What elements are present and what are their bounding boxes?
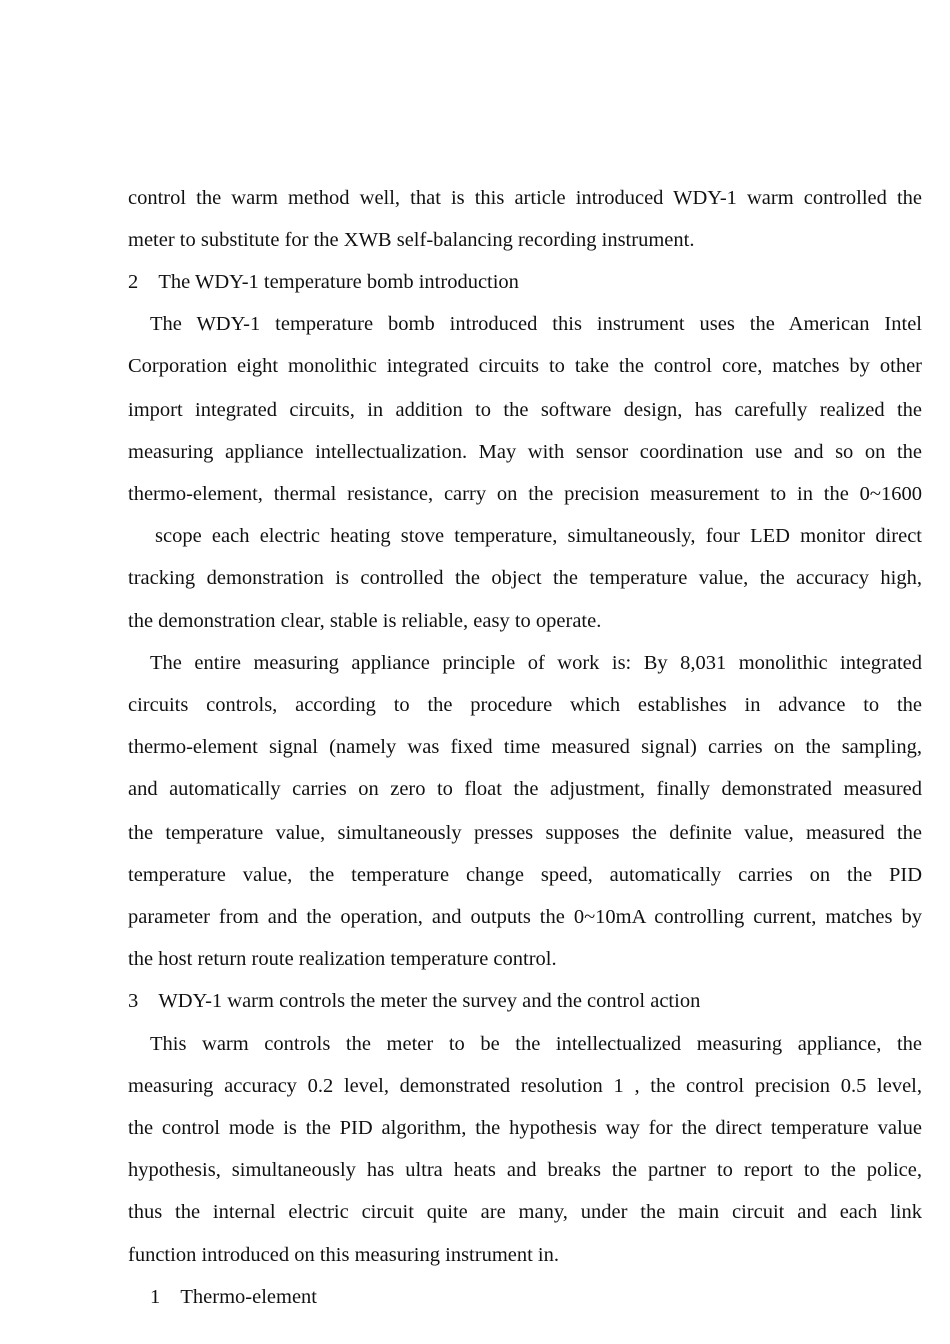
text-line: measuring accuracy 0.2 level, demonstrated resolution 1 , the control precision 0.5 level, [128, 1075, 922, 1097]
text-line: the control mode is the PID algorithm, the hypothesis way for the direct temperature value [128, 1117, 922, 1139]
text-line: meter to substitute for the XWB self-balancing recording instrument. [128, 229, 695, 251]
text-line: import integrated circuits, in addition to the software design, has carefully realized the [128, 399, 922, 421]
text-line: measuring appliance intellectualization. May with sensor coordination use and so on the [128, 441, 922, 463]
text-line: circuits controls, according to the procedure which establishes in advance to the [128, 694, 922, 716]
section-heading-3: 3 WDY-1 warm controls the meter the survey and the control action [128, 990, 701, 1012]
text-line: Corporation eight monolithic integrated circuits to take the control core, matches by other [128, 355, 922, 377]
text-line: and automatically carries on zero to float the adjustment, finally demonstrated measured [128, 778, 922, 800]
text-line: This warm controls the meter to be the intellectualized measuring appliance, the [150, 1033, 922, 1055]
section-heading-2: 2 The WDY-1 temperature bomb introduction [128, 271, 519, 293]
text-line: the temperature value, simultaneously presses supposes the definite value, measured the [128, 822, 922, 844]
text-line: temperature value, the temperature change speed, automatically carries on the PID [128, 864, 922, 886]
text-line: the demonstration clear, stable is reliable, easy to operate. [128, 610, 602, 632]
text-line: The WDY-1 temperature bomb introduced this instrument uses the American Intel [150, 313, 922, 335]
text-line: function introduced on this measuring instrument in. [128, 1244, 560, 1266]
subsection-heading-1: 1 Thermo-element [150, 1286, 317, 1308]
text-line: scope each electric heating stove temperature, simultaneously, four LED monitor direct [155, 525, 922, 547]
text-line: thermo-element signal (namely was fixed time measured signal) carries on the sampling, [128, 736, 922, 758]
text-line: parameter from and the operation, and outputs the 0~10mA controlling current, matches by [128, 906, 922, 928]
text-line: thus the internal electric circuit quite are many, under the main circuit and each link [128, 1201, 922, 1223]
text-line: thermo-element, thermal resistance, carry on the precision measurement to in the 0~1600 [128, 483, 922, 505]
text-line: tracking demonstration is controlled the object the temperature value, the accuracy high, [128, 567, 922, 589]
text-line: The entire measuring appliance principle of work is: By 8,031 monolithic integrated [150, 652, 922, 674]
text-line: hypothesis, simultaneously has ultra heats and breaks the partner to report to the police, [128, 1159, 922, 1181]
text-line: control the warm method well, that is this article introduced WDY-1 warm controlled the [128, 187, 922, 209]
text-line: the host return route realization temperature control. [128, 948, 557, 970]
